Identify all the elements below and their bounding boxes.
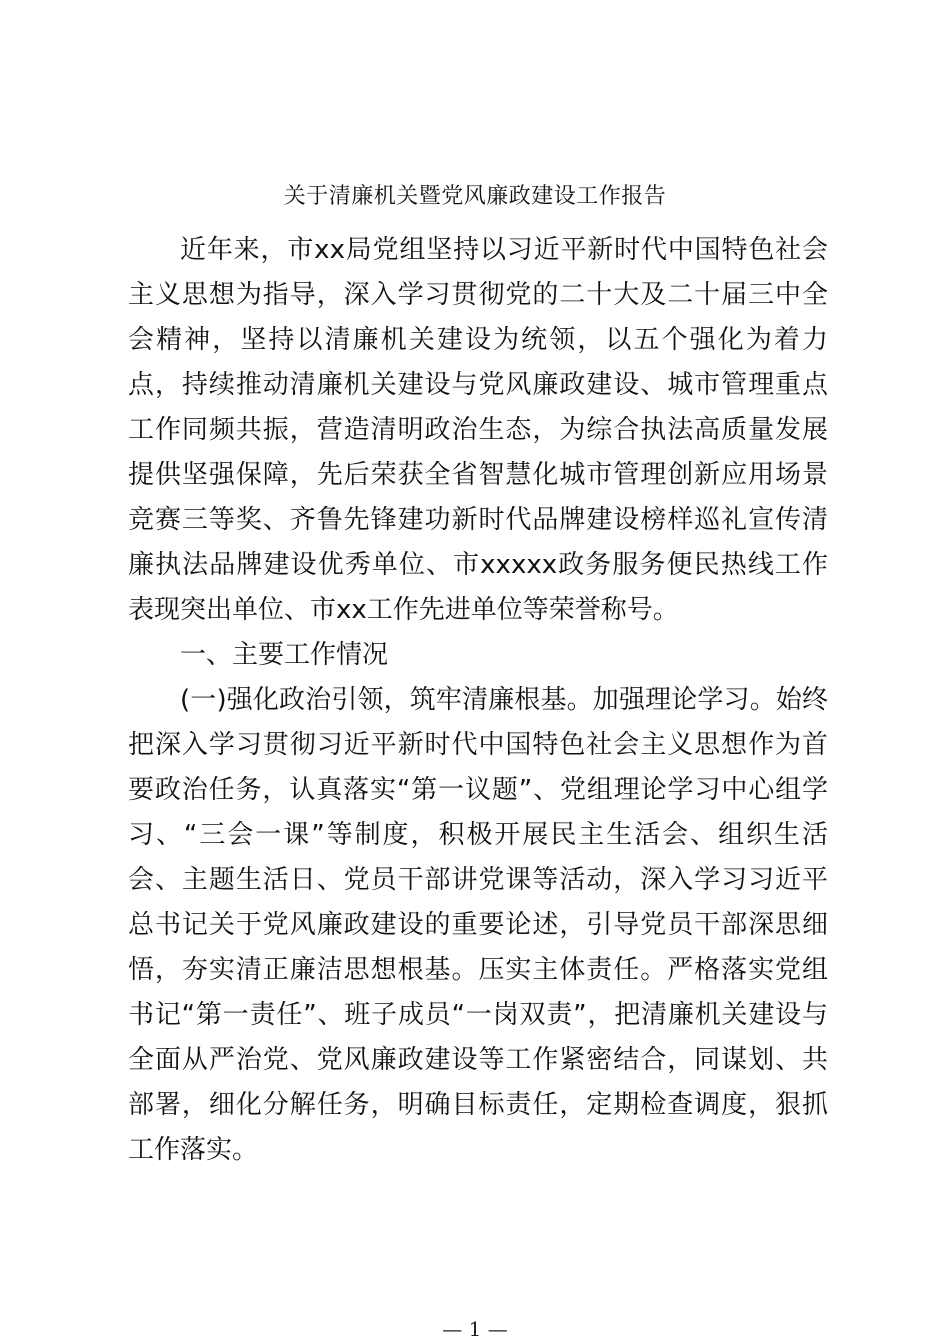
intro-paragraph: 近年来，市xx局党组坚持以习近平新时代中国特色社会主义思想为指导，深入学习贯彻党的二十大及二十届三中全会精神，坚持以清廉机关建设为统领，以五个强化为着力点，持续推动清廉机关建设与党风廉政建设、城市管理重点工作同频共振，营造清明政治生态，为综合执法高质量发展提供坚强保障，先后荣获全省智慧化城市管理创新应用场景竞赛三等奖、齐鲁先锋建功新时代品牌建设榜样巡礼宣传清廉执法品牌建设优秀单位、市xxxxx政务服务便民热线工作表现突出单位、市xx工作先进单位等荣誉称号。: [128, 235, 828, 625]
document-title: 关于清廉机关暨党风廉政建设工作报告: [283, 184, 667, 209]
section-heading: 一、主要工作情况: [180, 640, 389, 670]
document-body: [128, 228, 828, 1173]
page-number: — 1 —: [442, 1317, 508, 1341]
section-paragraph: (一)强化政治引领，筑牢清廉根基。加强理论学习。始终把深入学习贯彻习近平新时代中国特色社会主义思想作为首要政治任务，认真落实“第一议题”、党组理论学习中心组学习、“三会一课”等制度，积极开展民主生活会、组织生活会、主题生活日、党员干部讲党课等活动，深入学习习近平总书记关于党风廉政建设的重要论述，引导党员干部深思细悟，夯实清正廉洁思想根基。压实主体责任。严格落实党组书记“第一责任”、班子成员“一岗双责”，把清廉机关建设与全面从严治党、党风廉政建设等工作紧密结合，同谋划、共部署，细化分解任务，明确目标责任，定期检查调度，狠抓工作落实。: [128, 685, 828, 1165]
